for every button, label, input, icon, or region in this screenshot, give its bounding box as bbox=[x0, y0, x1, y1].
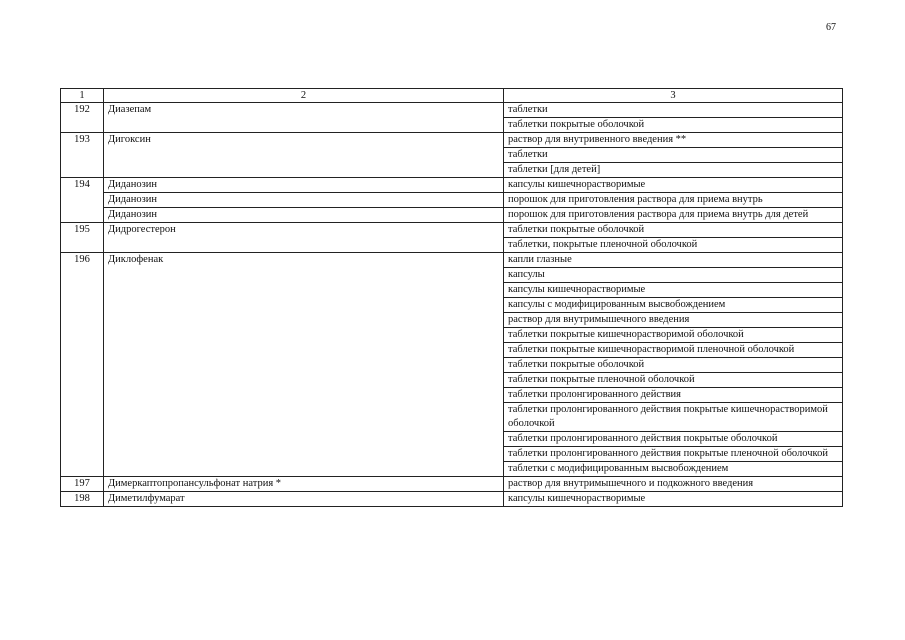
drug-name: Диклофенак bbox=[104, 253, 504, 477]
dosage-form: таблетки покрытые оболочкой bbox=[504, 358, 843, 373]
column-header: 2 bbox=[104, 89, 504, 103]
table-row bbox=[61, 103, 843, 118]
table-row bbox=[61, 492, 843, 507]
row-number: 198 bbox=[61, 492, 104, 507]
dosage-form: таблетки, покрытые пленочной оболочкой bbox=[504, 238, 843, 253]
dosage-form: таблетки покрытые кишечнорастворимой оболочкой bbox=[504, 328, 843, 343]
table-row bbox=[61, 253, 843, 268]
dosage-form: капсулы кишечнорастворимые bbox=[504, 283, 843, 298]
dosage-form: таблетки [для детей] bbox=[504, 163, 843, 178]
row-number: 193 bbox=[61, 133, 104, 178]
table-row bbox=[61, 178, 843, 193]
drug-name: Диданозин bbox=[104, 208, 504, 223]
drug-name: Диданозин bbox=[104, 193, 504, 208]
dosage-form: таблетки покрытые кишечнорастворимой пленочной оболочкой bbox=[504, 343, 843, 358]
dosage-form: таблетки покрытые оболочкой bbox=[504, 223, 843, 238]
table-body bbox=[61, 103, 843, 507]
dosage-form: раствор для внутримышечного и подкожного введения bbox=[504, 477, 843, 492]
dosage-form: таблетки пролонгированного действия покрытые оболочкой bbox=[504, 432, 843, 447]
page-number: 67 bbox=[826, 22, 836, 33]
dosage-form: капсулы кишечнорастворимые bbox=[504, 178, 843, 193]
dosage-form: капсулы bbox=[504, 268, 843, 283]
table-row bbox=[61, 477, 843, 492]
dosage-form: раствор для внутривенного введения ** bbox=[504, 133, 843, 148]
row-number: 194 bbox=[61, 178, 104, 223]
table-row bbox=[61, 208, 843, 223]
table-row bbox=[61, 223, 843, 238]
dosage-form: таблетки с модифицированным высвобождением bbox=[504, 462, 843, 477]
row-number: 197 bbox=[61, 477, 104, 492]
table-header-row bbox=[61, 89, 843, 103]
drug-name: Димеркаптопропансульфонат натрия * bbox=[104, 477, 504, 492]
dosage-form: капсулы с модифицированным высвобождением bbox=[504, 298, 843, 313]
drug-name: Диметилфумарат bbox=[104, 492, 504, 507]
dosage-form: таблетки покрытые пленочной оболочкой bbox=[504, 373, 843, 388]
dosage-form: таблетки пролонгированного действия покрытые кишечнорастворимой оболочкой bbox=[504, 403, 843, 432]
drug-name: Дидрогестерон bbox=[104, 223, 504, 253]
column-header: 1 bbox=[61, 89, 104, 103]
drug-table bbox=[60, 88, 843, 507]
column-header: 3 bbox=[504, 89, 843, 103]
drug-name: Диазепам bbox=[104, 103, 504, 133]
dosage-form: таблетки пролонгированного действия покрытые пленочной оболочкой bbox=[504, 447, 843, 462]
dosage-form: раствор для внутримышечного введения bbox=[504, 313, 843, 328]
dosage-form: таблетки bbox=[504, 148, 843, 163]
row-number: 192 bbox=[61, 103, 104, 133]
table-row bbox=[61, 133, 843, 148]
row-number: 195 bbox=[61, 223, 104, 253]
table-row bbox=[61, 193, 843, 208]
dosage-form: капсулы кишечнорастворимые bbox=[504, 492, 843, 507]
drug-name: Дигоксин bbox=[104, 133, 504, 178]
dosage-form: таблетки bbox=[504, 103, 843, 118]
drug-name: Диданозин bbox=[104, 178, 504, 193]
row-number: 196 bbox=[61, 253, 104, 477]
dosage-form: порошок для приготовления раствора для приема внутрь bbox=[504, 193, 843, 208]
dosage-form: капли глазные bbox=[504, 253, 843, 268]
dosage-form: таблетки пролонгированного действия bbox=[504, 388, 843, 403]
dosage-form: таблетки покрытые оболочкой bbox=[504, 118, 843, 133]
dosage-form: порошок для приготовления раствора для приема внутрь для детей bbox=[504, 208, 843, 223]
